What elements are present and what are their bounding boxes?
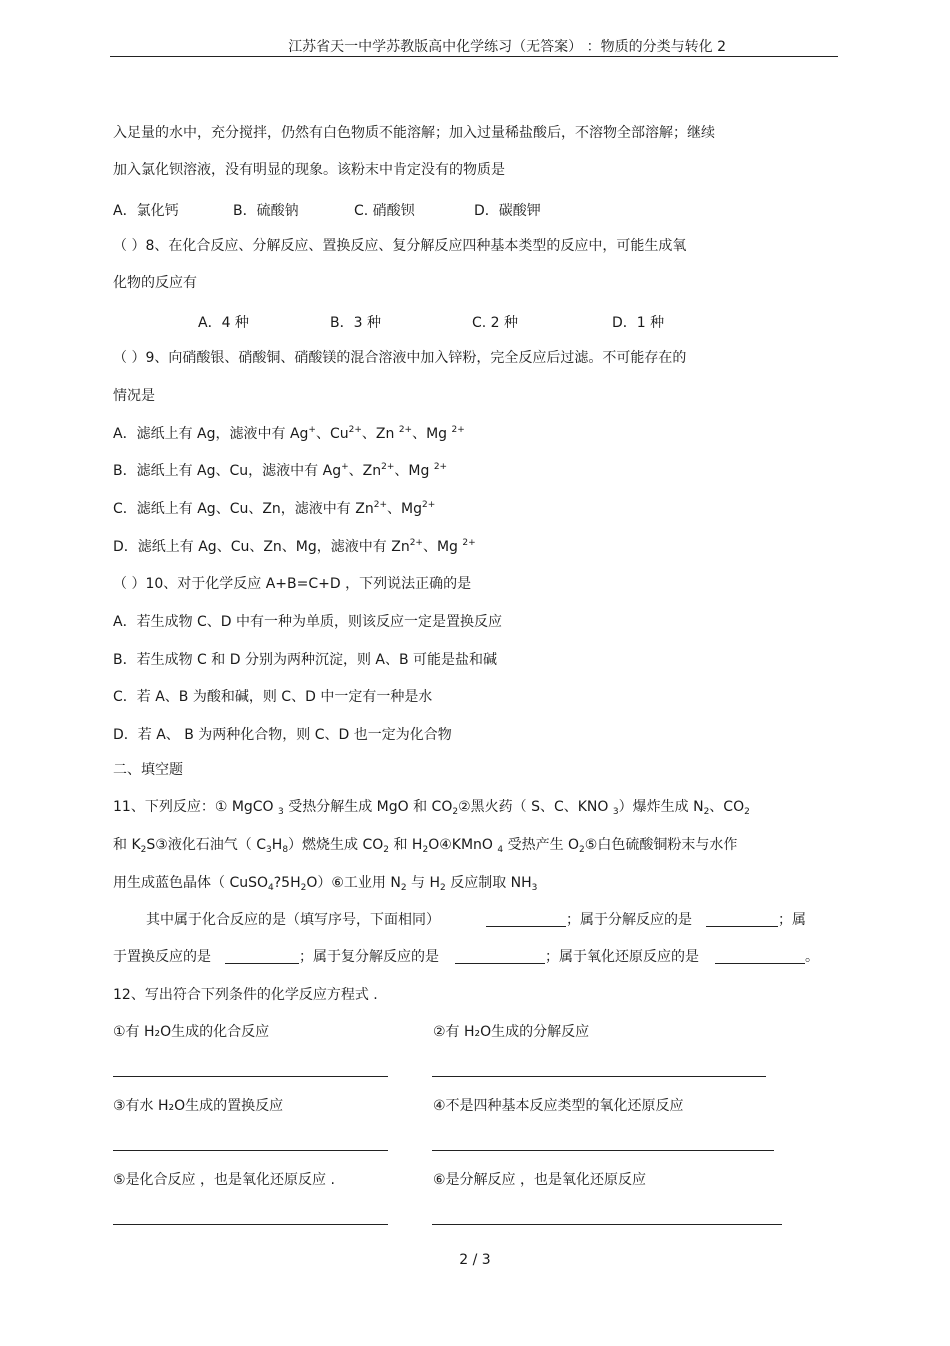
q12-item4: ④不是四种基本反应类型的氧化还原反应 bbox=[433, 1098, 684, 1114]
q7-option-b: B．硫酸钠 bbox=[233, 203, 299, 219]
section-fill-in-title: 二、填空题 bbox=[113, 762, 183, 778]
q7-option-a: A．氯化钙 bbox=[113, 203, 179, 219]
q8-option-a: A．4 种 bbox=[198, 315, 249, 331]
q7-line2: 加入氯化钡溶液，没有明显的现象。该粉末中肯定没有的物质是 bbox=[113, 162, 505, 178]
answer-line-1[interactable] bbox=[113, 1076, 388, 1077]
q8-option-d: D．1 种 bbox=[612, 315, 665, 331]
q11-line2: 和 $K_2S③$液化石油气（ $C_3H_8$）燃烧生成 $CO_2$ 和 $H_2O④KMnO$ $_4$ 受热产生 $O_2⑤$白色硫酸铜粉末与水作 bbox=[113, 837, 738, 855]
blank-combination[interactable] bbox=[486, 912, 566, 927]
q10-stem: （ ）10、对于化学反应 A+B=C+D ，下列说法正确的是 bbox=[113, 576, 472, 592]
q12-item2: ②有 H₂O生成的分解反应 bbox=[433, 1024, 590, 1040]
q8-options bbox=[198, 314, 664, 332]
q8-line2: 化物的反应有 bbox=[113, 275, 197, 291]
q10-option-b: B．若生成物 C 和 D 分别为两种沉淀，则 A、B 可能是盐和碱 bbox=[113, 652, 498, 668]
q12-item3: ③有水 H₂O生成的置换反应 bbox=[113, 1098, 284, 1114]
q7-option-d: D．碳酸钾 bbox=[474, 203, 541, 219]
q12-item6: ⑥是分解反应 ，也是氧化还原反应 bbox=[433, 1172, 647, 1188]
q11-line1: 11、下列反应：① MgCO $_3$ 受热分解生成 MgO 和 $CO_2②$黑火药（ S、C、KNO $_3$）爆炸生成 $N_2$、$CO_2$ bbox=[113, 799, 750, 817]
page-header bbox=[110, 34, 838, 57]
answer-line-5[interactable] bbox=[113, 1224, 388, 1225]
q11-line5: 于置换反应的是 ；属于复分解反应的是 ；属于氧化还原反应的是 。 bbox=[113, 949, 819, 965]
q7-option-c: C. 硝酸钡 bbox=[354, 203, 415, 219]
q7-options bbox=[113, 202, 541, 220]
answer-line-3[interactable] bbox=[113, 1150, 388, 1151]
answer-line-4[interactable] bbox=[432, 1150, 774, 1151]
q9-line2: 情况是 bbox=[113, 388, 155, 404]
blank-decomposition[interactable] bbox=[706, 912, 778, 927]
q8-option-c: C. 2 种 bbox=[472, 315, 519, 331]
answer-line-6[interactable] bbox=[432, 1224, 782, 1225]
blank-displacement[interactable] bbox=[225, 949, 299, 964]
q10-option-c: C．若 A、B 为酸和碱，则 C、D 中一定有一种是水 bbox=[113, 689, 433, 705]
q12-stem: 12、写出符合下列条件的化学反应方程式 . bbox=[113, 987, 378, 1003]
blank-double-decomposition[interactable] bbox=[455, 949, 545, 964]
q9-option-c: C．滤纸上有 Ag、Cu、Zn，滤液中有 $Zn^{2+}$、$Mg^{2+}$ bbox=[113, 500, 436, 517]
q12-item5: ⑤是化合反应 ，也是氧化还原反应 . bbox=[113, 1172, 335, 1188]
q7-line1: 入足量的水中，充分搅拌，仍然有白色物质不能溶解；加入过量稀盐酸后，不溶物全部溶解；继续 bbox=[113, 125, 715, 141]
answer-line-2[interactable] bbox=[432, 1076, 766, 1077]
q11-line4: 其中属于化合反应的是（填写序号，下面相同） ；属于分解反应的是 ；属 bbox=[146, 912, 806, 928]
q12-item1: ①有 H₂O生成的化合反应 bbox=[113, 1024, 270, 1040]
q8-line1: （ ）8、在化合反应、分解反应、置换反应、复分解反应四种基本类型的反应中，可能生成氧 bbox=[113, 238, 687, 254]
q11-line3: 用生成蓝色晶体（ $CuSO_4?5H_2O)⑥$工业用 $N_2$ 与 $H_2$ 反应制取 $NH_3$ bbox=[113, 875, 538, 893]
q9-option-b: B．滤纸上有 Ag、Cu，滤液中有 Ag+、$Zn^{2+}$、Mg $^{2+}$ bbox=[113, 462, 448, 479]
page-number: 2 / 3 bbox=[459, 1252, 491, 1268]
q9-line1: （ ）9、向硝酸银、硝酸铜、硝酸镁的混合溶液中加入锌粉，完全反应后过滤。不可能存在的 bbox=[113, 350, 687, 366]
blank-redox[interactable] bbox=[715, 949, 805, 964]
q8-option-b: B．3 种 bbox=[330, 315, 381, 331]
header-title: 江苏省天一中学苏教版高中化学练习（无答案） ：物质的分类与转化 2 bbox=[288, 39, 726, 55]
q10-option-a: A．若生成物 C、D 中有一种为单质，则该反应一定是置换反应 bbox=[113, 614, 503, 630]
q9-option-a: A．滤纸上有 Ag，滤液中有 Ag+、$Cu^{2+}$、Zn $^{2+}$、Mg $^{2+}$ bbox=[113, 425, 465, 442]
q10-option-d: D．若 A、 B 为两种化合物，则 C、D 也一定为化合物 bbox=[113, 727, 452, 743]
q9-option-d: D．滤纸上有 Ag、Cu、Zn、Mg，滤液中有 $Zn^{2+}$、Mg $^{2+}$ bbox=[113, 538, 476, 555]
